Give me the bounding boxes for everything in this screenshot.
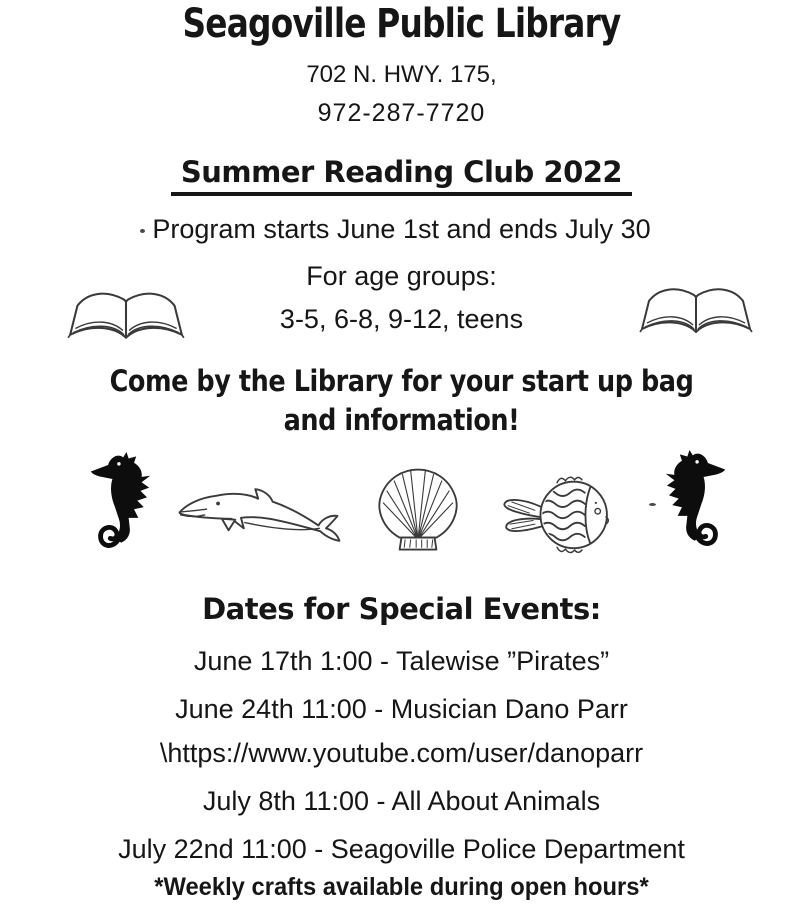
event-line: July 8th 11:00 - All About Animals xyxy=(202,786,601,816)
event-line: July 22nd 11:00 - Seagoville Police Department xyxy=(118,834,685,864)
library-title: Seagoville Public Library xyxy=(182,1,621,47)
seahorse-icon xyxy=(84,452,156,560)
scallop-shell-icon xyxy=(372,464,464,556)
open-book-icon xyxy=(62,283,190,345)
library-address: 702 N. HWY. 175, xyxy=(306,61,497,88)
age-groups-label: For age groups: xyxy=(306,261,497,291)
event-line: June 17th 1:00 - Talewise ”Pirates” xyxy=(193,646,610,676)
scan-artifact xyxy=(649,503,656,506)
dolphin-icon xyxy=(176,479,348,549)
program-dates-line: Program starts June 1st and ends July 30 xyxy=(152,214,651,244)
cta-line-2: and information! xyxy=(283,403,520,437)
library-phone: 972-287-7720 xyxy=(317,99,486,127)
cta-line-1: Come by the Library for your start up bag xyxy=(109,364,694,398)
scan-artifact xyxy=(140,229,145,233)
events-heading: Dates for Special Events: xyxy=(202,592,601,626)
event-youtube-url: \https://www.youtube.com/user/danoparr xyxy=(159,738,644,768)
summer-reading-heading: Summer Reading Club 2022 xyxy=(171,155,632,196)
open-book-icon xyxy=(634,279,758,339)
fish-icon xyxy=(498,466,618,562)
event-line: June 24th 11:00 - Musician Dano Parr xyxy=(175,694,628,724)
weekly-crafts-footnote: *Weekly crafts available during open hours* xyxy=(154,873,649,901)
summer-heading-row xyxy=(0,155,803,196)
age-groups-list: 3-5, 6-8, 9-12, teens xyxy=(279,304,524,334)
seahorse-icon xyxy=(660,450,732,558)
